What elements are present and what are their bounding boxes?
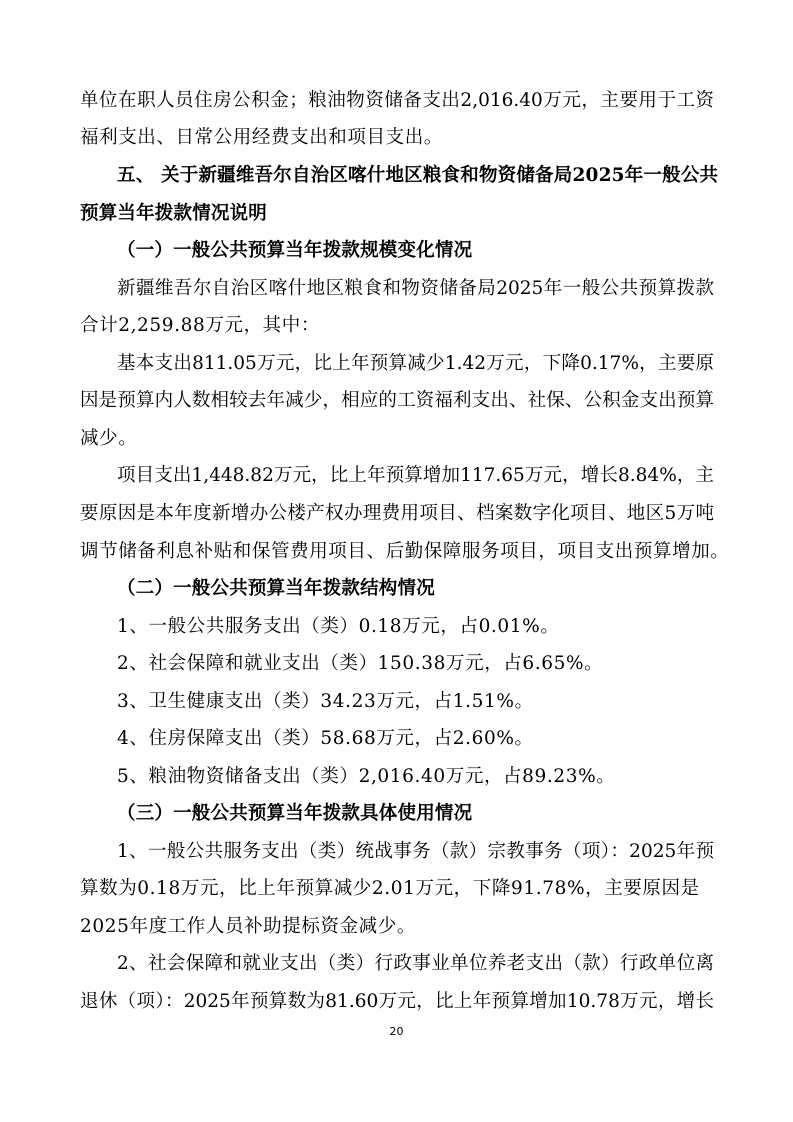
subsection-heading: （二）一般公共预算当年拨款结构情况 [117, 578, 435, 599]
list-item: 5、粮油物资储备支出（类）2,016.40万元，占89.23%。 [117, 766, 616, 787]
list-item: 1、一般公共服务支出（类）0.18万元，占0.01%。 [117, 616, 560, 637]
paragraph-line: 调节储备利息补贴和保管费用项目、后勤保障服务项目，项目支出预算增加。 [80, 541, 730, 562]
list-item: 4、住房保障支出（类）58.68万元，占2.60%。 [117, 728, 534, 749]
paragraph-line: 1、一般公共服务支出（类）统战事务（款）宗教事务（项）：2025年预 [117, 841, 714, 862]
paragraph-line: 因是预算内人数相较去年减少，相应的工资福利支出、社保、公积金支出预算 [80, 390, 714, 411]
list-item: 2、社会保障和就业支出（类）150.38万元，占6.65%。 [117, 653, 604, 674]
paragraph-line: 算数为0.18万元，比上年预算减少2.01万元，下降91.78%，主要原因是 [80, 878, 700, 899]
subsection-heading: （三）一般公共预算当年拨款具体使用情况 [117, 803, 473, 824]
paragraph-line: 2025年度工作人员补助提标资金减少。 [80, 916, 416, 937]
paragraph-line: 新疆维吾尔自治区喀什地区粮食和物资储备局2025年一般公共预算拨款 [117, 278, 714, 299]
paragraph-line: 要原因是本年度新增办公楼产权办理费用项目、档案数字化项目、地区5万吨 [80, 503, 714, 524]
paragraph-line: 项目支出1,448.82万元，比上年预算增加117.65万元，增长8.84%，主 [117, 465, 714, 486]
paragraph-line: 2、社会保障和就业支出（类）行政事业单位养老支出（款）行政单位离 [117, 953, 714, 974]
paragraph-line: 合计2,259.88万元，其中： [80, 315, 320, 336]
section-heading-line: 五、 关于新疆维吾尔自治区喀什地区粮食和物资储备局2025年一般公共 [117, 165, 719, 186]
page-number: 20 [389, 1025, 404, 1038]
paragraph-line: 福利支出、日常公用经费支出和项目支出。 [80, 127, 443, 148]
subsection-heading: （一）一般公共预算当年拨款规模变化情况 [117, 240, 473, 261]
paragraph-line: 基本支出811.05万元，比上年预算减少1.42万元，下降0.17%，主要原 [117, 353, 714, 374]
list-item: 3、卫生健康支出（类）34.23万元，占1.51%。 [117, 691, 534, 712]
paragraph-line: 单位在职人员住房公积金；粮油物资储备支出2,016.40万元，主要用于工资 [80, 90, 714, 111]
paragraph-line: 退休（项）：2025年预算数为81.60万元，比上年预算增加10.78万元，增长 [80, 991, 714, 1012]
section-heading-line: 预算当年拨款情况说明 [80, 203, 268, 224]
paragraph-line: 减少。 [80, 428, 138, 449]
